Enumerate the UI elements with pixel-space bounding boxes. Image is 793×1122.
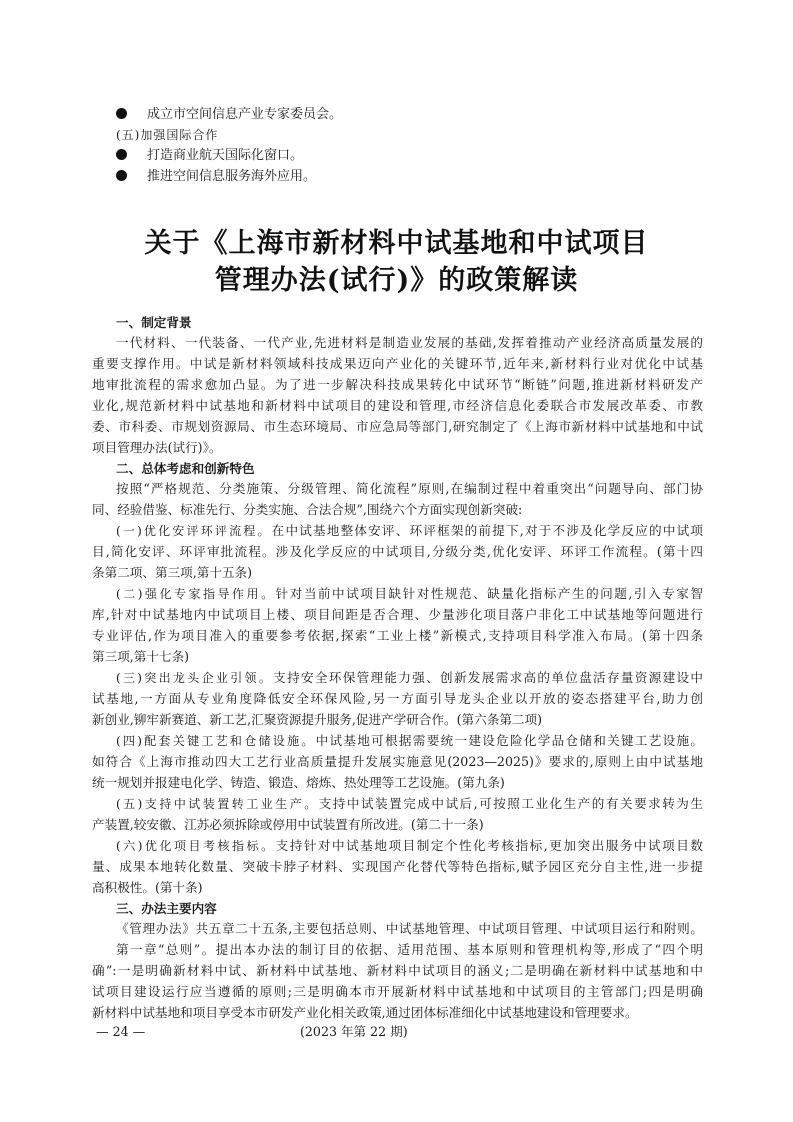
bullet-item xyxy=(116,105,342,125)
text-line: 产装置,较安徽、江苏必须拆除或停用中试装置有所改进。(第二十一条) xyxy=(92,817,484,832)
text-line: 同、经验借鉴、标准先行、分类实施、合法合规”,围绕六个方面实现创新突破: xyxy=(92,502,523,517)
sub-heading: (五)加强国际合作 xyxy=(116,128,219,142)
bullet-dot-icon xyxy=(116,108,127,119)
text-line: 统一规划并报建电化学、铸造、锻造、熔炼、热处理等工艺设施。(第九条) xyxy=(92,775,505,790)
text-line: 第一章“总则”。提出本办法的制订目的依据、适用范围、基本原则和管理机构等,形成了“四个明 xyxy=(116,942,703,957)
text-line: 专业评估,作为项目准入的重要参考依据,探索“工业上楼”新模式,支持项目科学准入布局。(第十四条 xyxy=(92,628,703,643)
text-line: 试基地,一方面从专业角度降低安全环保风险,另一方面引导龙头企业以开放的姿态搭建平台,助力创 xyxy=(92,691,703,706)
item-text: 支持安全环保管理能力强、创新发展需求高的单位盘活存量资源建设中 xyxy=(273,670,703,685)
text-line: 新创业,铆牢新赛道、新工艺,汇聚资源提升服务,促进产学研合作。(第六条第二项) xyxy=(92,712,543,727)
text-line xyxy=(116,521,703,541)
text-line: 委、市科委、市规划资源局、市生态环境局、市应急局等部门,研究制定了《上海市新材料中试基地和中试 xyxy=(92,419,703,434)
item-text: 中试基地可根据需要统一建设危险化学品仓储和关键工艺设施。 xyxy=(315,733,703,748)
text-line: 《管理办法》共五章二十五条,主要包括总则、中试基地管理、中试项目管理、中试项目运行和附则。 xyxy=(116,921,703,936)
text-line xyxy=(116,584,703,604)
text-line: 确”:一是明确新材料中试、新材料中试基地、新材料中试项目的涵义;二是明确在新材料中试基地和中 xyxy=(92,963,703,978)
text-line: 新材料中试基地和项目享受本市研发产业化相关政策,通过团体标准细化中试基地建设和管理要求。 xyxy=(92,1005,638,1020)
text-line xyxy=(116,794,703,814)
text-line: 试项目建设运行应当遵循的原则;三是明确本市开展新材料中试基地和中试项目的主管部门;四是明确 xyxy=(92,984,703,999)
bullet-item xyxy=(116,167,316,187)
text-line: 目,简化安评、环评审批流程。涉及化学反应的中试项目,分级分类,优化安评、环评工作流程。(第十四 xyxy=(92,544,703,559)
bullet-dot-icon xyxy=(116,149,127,160)
bullet-text: 推进空间信息服务海外应用。 xyxy=(147,169,317,184)
bullet-dot-icon xyxy=(116,170,127,181)
section-heading: 二、总体考虑和创新特色 xyxy=(116,461,255,476)
text-line: 一代材料、一代装备、一代产业,先进材料是制造业发展的基础,发挥着推动产业经济高质量发展的 xyxy=(116,335,703,350)
item-text: 在中试基地整体安评、环评框架的前提下,对于不涉及化学反应的中试项 xyxy=(271,523,703,538)
text-line xyxy=(116,668,703,688)
text-line: 如符合《上海市推动四大工艺行业高质量提升发展实施意见(2023—2025)》要求的,原则上由中试基地 xyxy=(92,754,703,769)
text-line: 项目管理办法(试行)》。 xyxy=(92,440,222,455)
item-text: 支持针对中试基地项目制定个性化考核指标,更加突出服务中试项目数 xyxy=(275,838,703,853)
text-line: 高积极性。(第十条) xyxy=(92,880,203,895)
issue-label: (2023 年第 22 期) xyxy=(300,1024,408,1039)
text-line xyxy=(116,731,703,751)
page-number: — 24 — xyxy=(96,1024,146,1039)
bullet-text: 成立市空间信息产业专家委员会。 xyxy=(147,107,343,122)
text-line: 条第二项、第三项,第十五条) xyxy=(92,565,253,580)
text-line: 重要支撑作用。中试是新材料领域科技成果迈向产业化的关键环节,近年来,新材料行业对优化中试基 xyxy=(92,356,703,371)
text-line: 业化,规范新材料中试基地和新材料中试项目的建设和管理,市经济信息化委联合市发展改革委、市教 xyxy=(92,398,703,413)
item-label: (五)支持中试装置转工业生产。 xyxy=(116,797,319,811)
item-text: 支持中试装置完成中试后,可按照工业化生产的有关要求转为生 xyxy=(318,796,703,811)
text-line: 库,针对中试基地内中试项目上楼、项目间距是否合理、少量涉化项目落户非化工中试基地等问题进行 xyxy=(92,607,703,622)
bullet-text: 打造商业航天国际化窗口。 xyxy=(147,148,304,163)
section-heading: 三、办法主要内容 xyxy=(116,901,217,916)
text-line: 地审批流程的需求愈加凸显。为了进一步解决科技成果转化中试环节“断链”问题,推进新材料研发产 xyxy=(92,377,703,392)
page-title-line-2: 管理办法(试行)》的政策解读 xyxy=(214,265,579,296)
text-line: 第三项,第十七条) xyxy=(92,649,190,664)
page-title-line-1: 关于《上海市新材料中试基地和中试项目 xyxy=(144,228,649,259)
item-label: (四)配套关键工艺和仓储设施。 xyxy=(116,734,316,748)
bullet-item xyxy=(116,146,303,166)
item-label: (三)突出龙头企业引领。 xyxy=(116,671,274,685)
text-line xyxy=(116,836,703,856)
item-label: (一)优化安评环评流程。 xyxy=(116,524,272,538)
item-label: (六)优化项目考核指标。 xyxy=(116,839,276,853)
text-line: 按照“严格规范、分类施策、分级管理、简化流程”原则,在编制过程中着重突出“问题导向、部门协 xyxy=(116,481,703,496)
section-heading: 一、制定背景 xyxy=(116,315,192,330)
item-text: 针对当前中试项目缺针对性规范、缺量化指标产生的问题,引入专家智 xyxy=(275,586,703,601)
item-label: (二)强化专家指导作用。 xyxy=(116,587,276,601)
text-line: 量、成果本地转化数量、突破卡脖子材料、实现国产化替代等特色指标,赋予园区充分自主性,进一步提 xyxy=(92,859,703,874)
